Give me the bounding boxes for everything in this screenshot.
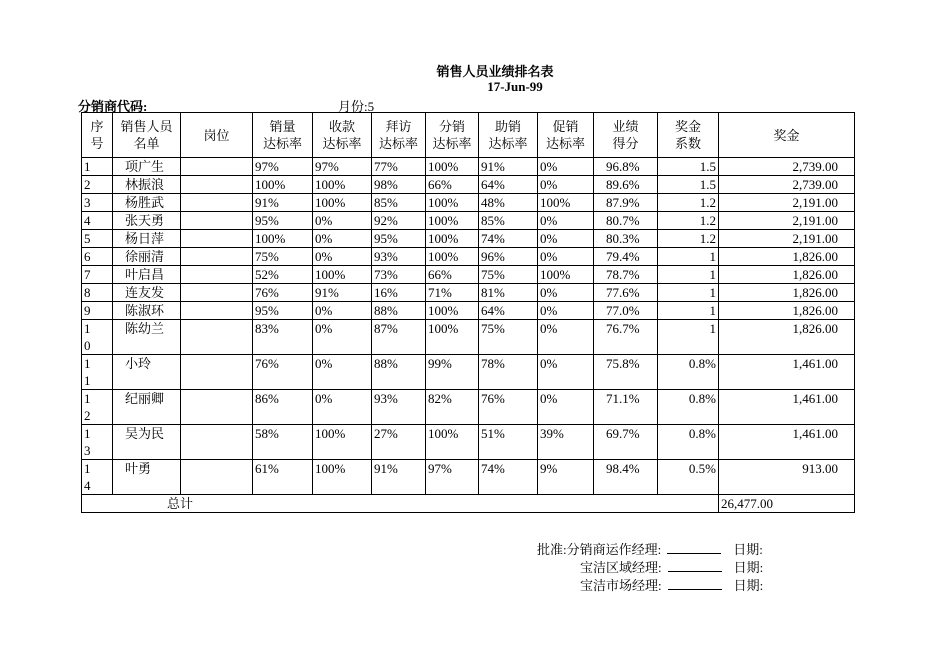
index-digit: 1 (84, 159, 91, 174)
cell-assist: 81% (479, 284, 538, 302)
table-row (82, 248, 855, 266)
table-row (82, 230, 855, 248)
cell-position (181, 460, 253, 495)
cell-index (82, 158, 113, 176)
signature-approval-label: 批准:分销商运作经理: (537, 542, 662, 557)
cell-coef: 1 (658, 284, 719, 302)
cell-name: 吴为民 (113, 425, 181, 460)
cell-collect: 0% (313, 248, 372, 266)
table-row (82, 194, 855, 212)
header-bonus (719, 113, 855, 158)
header-text: 号 (90, 136, 104, 151)
cell-score: 98.4% (594, 460, 658, 495)
table-row (82, 212, 855, 230)
table-row (82, 355, 855, 390)
header-text: 名单 (133, 136, 160, 151)
cell-visit: 77% (372, 158, 426, 176)
index-digit: 9 (84, 303, 91, 318)
header-assist-rate (479, 113, 538, 158)
header-text: 得分 (612, 136, 639, 151)
cell-dist: 99% (426, 355, 479, 390)
cell-sales: 97% (253, 158, 313, 176)
cell-bonus: 1,826.00 (719, 320, 855, 355)
cell-position (181, 176, 253, 194)
index-digit: 2 (84, 408, 91, 423)
cell-dist: 82% (426, 390, 479, 425)
cell-score: 77.6% (594, 284, 658, 302)
cell-index (82, 248, 113, 266)
table-header (82, 113, 855, 158)
cell-name: 项广生 (113, 158, 181, 176)
cell-promo: 0% (538, 230, 594, 248)
cell-promo: 0% (538, 284, 594, 302)
cell-promo: 0% (538, 176, 594, 194)
cell-index (82, 460, 113, 495)
cell-bonus: 1,461.00 (719, 425, 855, 460)
cell-index (82, 176, 113, 194)
cell-coef: 0.8% (658, 355, 719, 390)
cell-name: 连友发 (113, 284, 181, 302)
header-score (594, 113, 658, 158)
cell-collect: 0% (313, 302, 372, 320)
signature-date-label: 日期: (733, 578, 764, 593)
cell-bonus: 1,461.00 (719, 355, 855, 390)
cell-score: 78.7% (594, 266, 658, 284)
cell-collect: 0% (313, 320, 372, 355)
cell-bonus: 1,826.00 (719, 248, 855, 266)
cell-bonus: 913.00 (719, 460, 855, 495)
cell-name: 叶勇 (113, 460, 181, 495)
cell-collect: 0% (313, 212, 372, 230)
cell-collect: 91% (313, 284, 372, 302)
cell-score: 89.6% (594, 176, 658, 194)
header-text: 销量 (269, 119, 296, 134)
header-sales-rate (253, 113, 313, 158)
cell-position (181, 425, 253, 460)
signature-line (668, 579, 722, 590)
table-row (82, 266, 855, 284)
cell-promo: 0% (538, 355, 594, 390)
header-distribution-rate (426, 113, 479, 158)
cell-promo: 9% (538, 460, 594, 495)
cell-bonus: 2,739.00 (719, 158, 855, 176)
cell-name: 张天勇 (113, 212, 181, 230)
header-text: 达标率 (488, 136, 528, 151)
index-digit: 1 (84, 426, 91, 441)
total-label: 总计 (82, 495, 719, 513)
cell-coef: 1.2 (658, 194, 719, 212)
cell-position (181, 248, 253, 266)
cell-name: 纪丽卿 (113, 390, 181, 425)
cell-position (181, 158, 253, 176)
cell-coef: 0.8% (658, 390, 719, 425)
index-digit: 0 (84, 338, 91, 353)
cell-position (181, 355, 253, 390)
index-digit: 1 (84, 373, 91, 388)
cell-assist: 74% (479, 230, 538, 248)
cell-promo: 100% (538, 194, 594, 212)
index-digit: 1 (84, 321, 91, 336)
table-row (82, 425, 855, 460)
cell-collect: 0% (313, 390, 372, 425)
cell-index (82, 390, 113, 425)
cell-assist: 85% (479, 212, 538, 230)
cell-index (82, 266, 113, 284)
cell-sales: 76% (253, 284, 313, 302)
cell-score: 79.4% (594, 248, 658, 266)
cell-position (181, 284, 253, 302)
cell-sales: 52% (253, 266, 313, 284)
table-body (82, 158, 855, 495)
cell-index (82, 302, 113, 320)
cell-dist: 100% (426, 158, 479, 176)
cell-visit: 85% (372, 194, 426, 212)
cell-position (181, 230, 253, 248)
cell-bonus: 1,826.00 (719, 284, 855, 302)
signature-region-manager (580, 557, 763, 576)
cell-collect: 100% (313, 194, 372, 212)
signature-date-label: 日期: (733, 542, 763, 557)
cell-dist: 66% (426, 176, 479, 194)
header-text: 达标率 (262, 136, 302, 151)
performance-table (81, 112, 855, 513)
cell-promo: 0% (538, 158, 594, 176)
cell-coef: 1 (658, 248, 719, 266)
cell-collect: 100% (313, 266, 372, 284)
cell-promo: 39% (538, 425, 594, 460)
cell-dist: 100% (426, 212, 479, 230)
cell-position (181, 302, 253, 320)
cell-dist: 100% (426, 230, 479, 248)
signature-line (668, 561, 722, 572)
report-title: 销售人员业绩排名表 (436, 64, 554, 79)
table-row (82, 158, 855, 176)
cell-name: 徐丽清 (113, 248, 181, 266)
cell-position (181, 212, 253, 230)
cell-sales: 86% (253, 390, 313, 425)
cell-score: 75.8% (594, 355, 658, 390)
cell-dist: 100% (426, 248, 479, 266)
cell-visit: 98% (372, 176, 426, 194)
cell-index (82, 194, 113, 212)
cell-collect: 100% (313, 176, 372, 194)
cell-promo: 0% (538, 212, 594, 230)
cell-visit: 16% (372, 284, 426, 302)
cell-name: 叶启昌 (113, 266, 181, 284)
cell-visit: 93% (372, 390, 426, 425)
header-text: 序 (90, 119, 104, 134)
table-row (82, 460, 855, 495)
table-row (82, 284, 855, 302)
cell-bonus: 2,191.00 (719, 194, 855, 212)
cell-assist: 48% (479, 194, 538, 212)
cell-dist: 100% (426, 320, 479, 355)
header-text: 助销 (494, 119, 521, 134)
cell-promo: 0% (538, 248, 594, 266)
cell-visit: 88% (372, 302, 426, 320)
cell-assist: 51% (479, 425, 538, 460)
header-text: 分销 (438, 119, 465, 134)
header-text: 达标率 (378, 136, 418, 151)
header-text: 业绩 (612, 119, 639, 134)
cell-score: 71.1% (594, 390, 658, 425)
cell-score: 87.9% (594, 194, 658, 212)
cell-index (82, 284, 113, 302)
cell-collect: 97% (313, 158, 372, 176)
cell-collect: 100% (313, 460, 372, 495)
cell-bonus: 2,191.00 (719, 230, 855, 248)
cell-sales: 100% (253, 176, 313, 194)
cell-promo: 0% (538, 390, 594, 425)
cell-assist: 76% (479, 390, 538, 425)
distributor-code-label: 分销商代码: (78, 99, 148, 114)
cell-visit: 92% (372, 212, 426, 230)
cell-index (82, 355, 113, 390)
header-text: 达标率 (545, 136, 585, 151)
cell-name: 林振浪 (113, 176, 181, 194)
cell-coef: 1 (658, 302, 719, 320)
cell-assist: 75% (479, 320, 538, 355)
cell-dist: 97% (426, 460, 479, 495)
signature-market-label: 宝洁市场经理: (580, 578, 662, 593)
cell-assist: 64% (479, 302, 538, 320)
cell-score: 77.0% (594, 302, 658, 320)
cell-sales: 95% (253, 212, 313, 230)
header-text: 系数 (674, 136, 701, 151)
cell-sales: 100% (253, 230, 313, 248)
cell-assist: 96% (479, 248, 538, 266)
cell-score: 80.3% (594, 230, 658, 248)
cell-coef: 1.5 (658, 158, 719, 176)
cell-assist: 74% (479, 460, 538, 495)
cell-position (181, 320, 253, 355)
cell-visit: 95% (372, 230, 426, 248)
cell-assist: 91% (479, 158, 538, 176)
cell-sales: 58% (253, 425, 313, 460)
cell-visit: 27% (372, 425, 426, 460)
header-promo-rate (538, 113, 594, 158)
index-digit: 4 (84, 213, 91, 228)
cell-visit: 73% (372, 266, 426, 284)
cell-visit: 88% (372, 355, 426, 390)
signature-region-label: 宝洁区域经理: (580, 560, 662, 575)
index-digit: 1 (84, 356, 91, 371)
cell-collect: 0% (313, 355, 372, 390)
cell-sales: 91% (253, 194, 313, 212)
cell-assist: 75% (479, 266, 538, 284)
cell-bonus: 2,191.00 (719, 212, 855, 230)
cell-bonus: 1,826.00 (719, 302, 855, 320)
header-text: 销售人员 (120, 119, 173, 134)
header-text: 拜访 (385, 119, 412, 134)
cell-sales: 75% (253, 248, 313, 266)
signature-market-manager (580, 575, 763, 594)
signature-approval (537, 539, 763, 558)
cell-name: 小玲 (113, 355, 181, 390)
cell-collect: 0% (313, 230, 372, 248)
index-digit: 8 (84, 285, 91, 300)
cell-dist: 66% (426, 266, 479, 284)
cell-visit: 87% (372, 320, 426, 355)
cell-coef: 0.5% (658, 460, 719, 495)
cell-assist: 78% (479, 355, 538, 390)
index-digit: 1 (84, 391, 91, 406)
cell-score: 69.7% (594, 425, 658, 460)
total-row (82, 495, 855, 513)
header-bonus-coef (658, 113, 719, 158)
cell-assist: 64% (479, 176, 538, 194)
cell-sales: 76% (253, 355, 313, 390)
cell-bonus: 1,826.00 (719, 266, 855, 284)
cell-promo: 0% (538, 320, 594, 355)
cell-coef: 0.8% (658, 425, 719, 460)
header-text: 达标率 (432, 136, 472, 151)
cell-sales: 83% (253, 320, 313, 355)
cell-position (181, 194, 253, 212)
cell-position (181, 266, 253, 284)
index-digit: 4 (84, 478, 91, 493)
header-text: 岗位 (203, 127, 230, 143)
cell-index (82, 212, 113, 230)
table-row (82, 176, 855, 194)
header-position (181, 113, 253, 158)
cell-dist: 100% (426, 425, 479, 460)
cell-bonus: 2,739.00 (719, 176, 855, 194)
cell-name: 陈幼兰 (113, 320, 181, 355)
cell-visit: 93% (372, 248, 426, 266)
table-row (82, 390, 855, 425)
cell-name: 杨日萍 (113, 230, 181, 248)
cell-name: 杨胜武 (113, 194, 181, 212)
header-visit-rate (372, 113, 426, 158)
header-collection-rate (313, 113, 372, 158)
cell-sales: 95% (253, 302, 313, 320)
cell-dist: 100% (426, 194, 479, 212)
cell-score: 80.7% (594, 212, 658, 230)
cell-index (82, 230, 113, 248)
header-text: 促销 (552, 119, 579, 134)
index-digit: 2 (84, 177, 91, 192)
table-row (82, 302, 855, 320)
index-digit: 5 (84, 231, 91, 246)
cell-collect: 100% (313, 425, 372, 460)
cell-visit: 91% (372, 460, 426, 495)
cell-index (82, 320, 113, 355)
header-text: 奖金 (674, 119, 701, 134)
cell-coef: 1 (658, 266, 719, 284)
index-digit: 6 (84, 249, 91, 264)
signature-date-label: 日期: (733, 560, 764, 575)
cell-coef: 1.2 (658, 230, 719, 248)
header-name (113, 113, 181, 158)
cell-sales: 61% (253, 460, 313, 495)
index-digit: 3 (84, 443, 91, 458)
month-label: 月份:5 (338, 99, 375, 114)
cell-score: 96.8% (594, 158, 658, 176)
cell-promo: 0% (538, 302, 594, 320)
cell-name: 陈淑环 (113, 302, 181, 320)
index-digit: 1 (84, 461, 91, 476)
signature-line (667, 543, 721, 554)
cell-promo: 100% (538, 266, 594, 284)
index-digit: 7 (84, 267, 91, 282)
table-row (82, 320, 855, 355)
header-index (82, 113, 113, 158)
index-digit: 3 (84, 195, 91, 210)
cell-coef: 1.5 (658, 176, 719, 194)
total-value: 26,477.00 (719, 495, 855, 513)
cell-index (82, 425, 113, 460)
cell-position (181, 390, 253, 425)
header-text: 奖金 (773, 127, 800, 143)
report-date: 17-Jun-99 (487, 79, 543, 94)
cell-coef: 1.2 (658, 212, 719, 230)
header-text: 收款 (328, 119, 355, 134)
header-text: 达标率 (322, 136, 362, 151)
cell-dist: 71% (426, 284, 479, 302)
cell-coef: 1 (658, 320, 719, 355)
cell-bonus: 1,461.00 (719, 390, 855, 425)
cell-score: 76.7% (594, 320, 658, 355)
cell-dist: 100% (426, 302, 479, 320)
